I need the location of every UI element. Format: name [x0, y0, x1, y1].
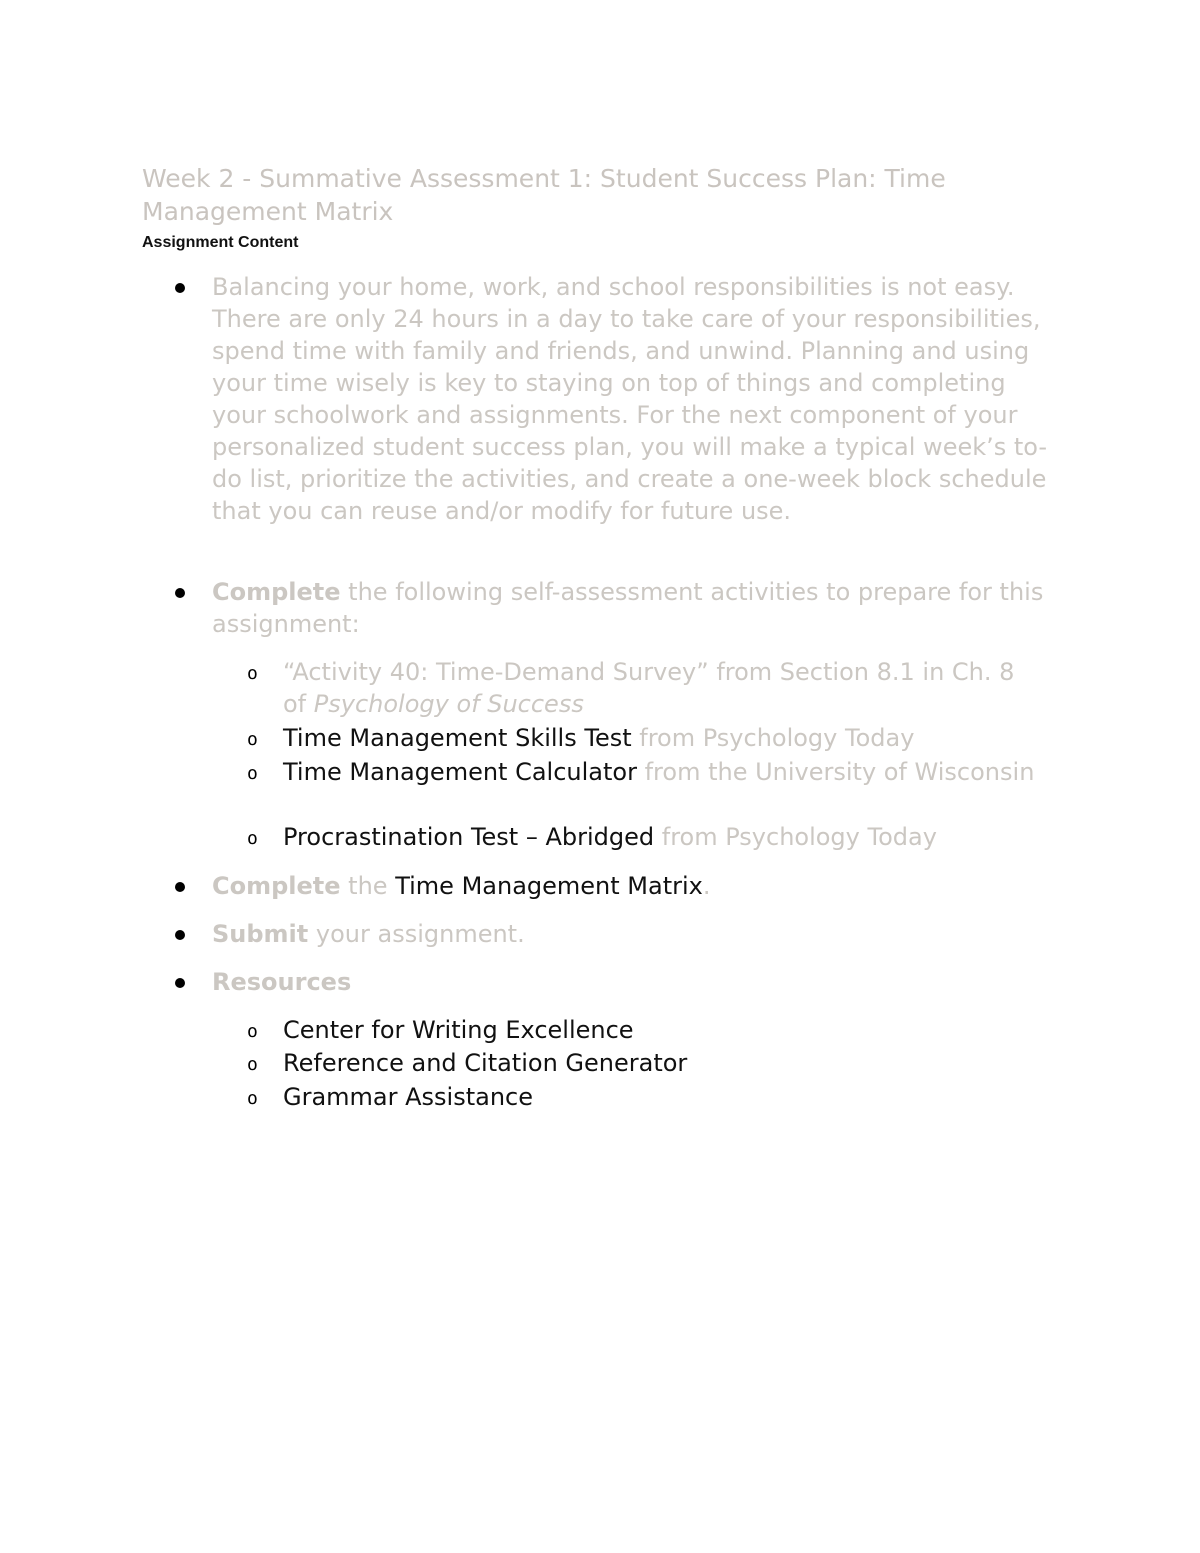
matrix-period: .: [702, 872, 711, 900]
bullet-submit: [212, 918, 1052, 950]
bullet-intro: [212, 271, 1052, 527]
section-label: Assignment Content: [142, 234, 299, 251]
bullet-dot: [175, 930, 185, 940]
complete-self-text: the following self-assessment activities to prepare for this assignment:: [212, 578, 1044, 638]
procrastination-source: from Psychology Today: [654, 823, 937, 851]
skills-test-link[interactable]: Time Management Skills Test: [283, 724, 632, 752]
procrastination-link[interactable]: Procrastination Test – Abridged: [283, 823, 655, 851]
sub-item-procrastination: [247, 821, 1043, 853]
bullet-complete-matrix: [212, 870, 1052, 902]
calculator-source: from the University of Wisconsin: [636, 758, 1035, 786]
resource-item: [247, 1014, 1043, 1046]
survey-book-title: Psychology of Success: [313, 690, 584, 718]
intro-text: Balancing your home, work, and school responsibilities is not easy. There are only 24 hours in a day to take care of your responsibilities, spend time with family and friends, and unwind. Planning and using your time wisely is key to staying on top of things and completing your schoolwork and assignments. For the next component of your personalized student success plan, you will make a typical week’s to-do list, prioritize the activities, and create a one-week block schedule that you can reuse and/or modify for future use.: [212, 273, 1048, 525]
sub-bullet-marker: o: [247, 1088, 258, 1109]
sub-bullet-marker: o: [247, 1054, 258, 1075]
sub-item-survey: [247, 656, 1043, 720]
bullet-dot: [175, 978, 185, 988]
sub-bullet-marker: o: [247, 729, 258, 750]
resource-grammar-link[interactable]: Grammar Assistance: [283, 1083, 534, 1111]
bullet-dot: [175, 283, 185, 293]
complete-label: Complete: [212, 872, 341, 900]
bullet-complete-self-assessment: [212, 576, 1052, 640]
sub-item-calculator: [247, 756, 1043, 788]
sub-bullet-marker: o: [247, 763, 258, 784]
document-title: Week 2 - Summative Assessment 1: Student Success Plan: Time Management Matrix: [142, 164, 946, 226]
bullet-dot: [175, 588, 185, 598]
resource-item: [247, 1081, 1043, 1113]
matrix-link[interactable]: Time Management Matrix: [395, 872, 703, 900]
complete-label: Complete: [212, 578, 341, 606]
complete-the-text: the: [340, 872, 396, 900]
sub-bullet-marker: o: [247, 1021, 258, 1042]
submit-text: your assignment.: [308, 920, 525, 948]
survey-text: “Activity 40: Time-Demand Survey” from Section 8.1 in Ch. 8 of: [283, 658, 1015, 718]
submit-label: Submit: [212, 920, 309, 948]
resource-writing-link[interactable]: Center for Writing Excellence: [283, 1016, 634, 1044]
sub-bullet-marker: o: [247, 828, 258, 849]
bullet-dot: [175, 882, 185, 892]
sub-bullet-marker: o: [247, 663, 258, 684]
resource-citation-link[interactable]: Reference and Citation Generator: [283, 1049, 688, 1077]
resources-label: Resources: [212, 968, 352, 996]
calculator-link[interactable]: Time Management Calculator: [283, 758, 637, 786]
resource-item: [247, 1047, 1043, 1079]
sub-item-skills-test: [247, 722, 1043, 754]
bullet-resources: [212, 966, 1052, 998]
skills-test-source: from Psychology Today: [631, 724, 915, 752]
